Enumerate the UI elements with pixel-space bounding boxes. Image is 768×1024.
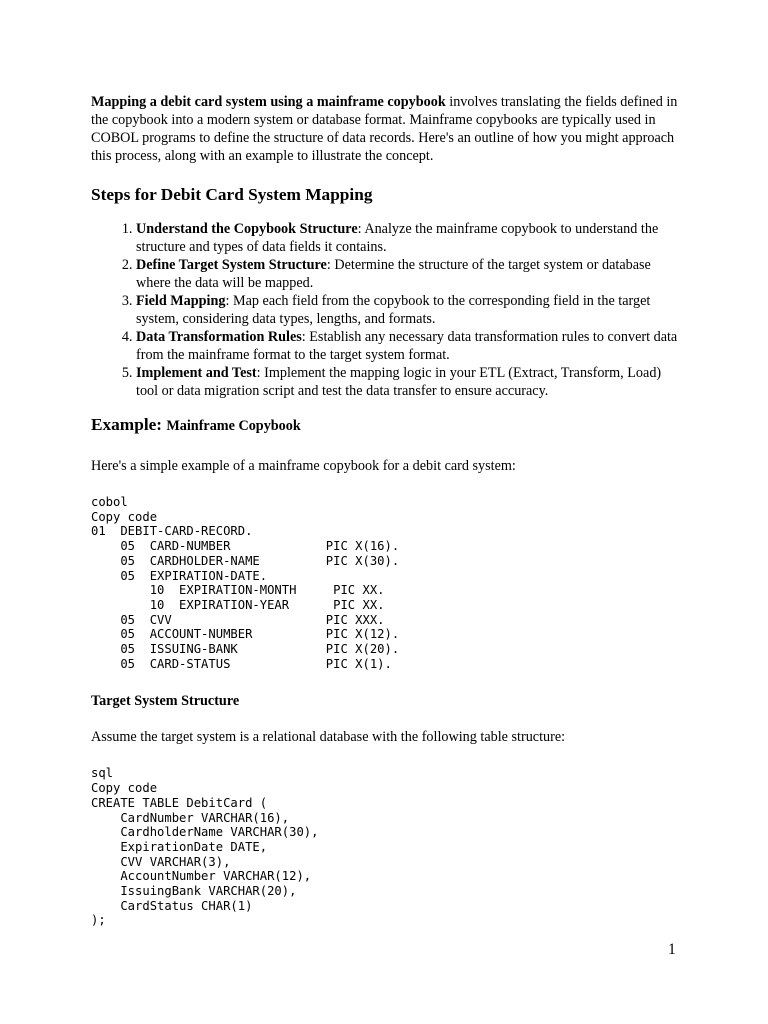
list-item xyxy=(136,364,681,400)
target-intro: Assume the target system is a relational database with the following table structure: xyxy=(91,729,566,746)
step-title: Data Transformation Rules xyxy=(136,329,302,345)
example-intro: Here's a simple example of a mainframe copybook for a debit card system: xyxy=(91,458,516,474)
steps-list xyxy=(91,220,681,400)
step-title: Implement and Test xyxy=(136,365,257,381)
steps-heading: Steps for Debit Card System Mapping xyxy=(91,185,373,204)
page-number: 1 xyxy=(668,941,676,958)
target-heading: Target System Structure xyxy=(91,693,240,710)
cobol-code-block: cobol Copy code 01 DEBIT-CARD-RECORD. 05 CARD-NUMBER PIC X(16). 05 CARDHOLDER-NAME PIC X(30). 05 EXPIRATION-DATE. 10 EXPIRATION-MONTH PIC XX. 10 EXPIRATION-YEAR PIC XX. 05 CVV PIC XXX. 05 ACCOUNT-NUMBER PIC X(12). 05 ISSUING-BANK PIC X(20). 05 CARD-STATUS PIC X(1). xyxy=(91,495,400,671)
list-item xyxy=(136,220,681,256)
step-text: : Implement the mapping logic in your ETL (Extract, Transform, Load) tool or data migration script and test the data transfer to ensure accuracy. xyxy=(136,365,662,399)
step-text: : Establish any necessary data transformation rules to convert data from the mainframe format to the target system format. xyxy=(136,329,678,363)
list-item xyxy=(136,328,681,364)
step-title: Understand the Copybook Structure xyxy=(136,221,358,237)
intro-text: involves translating the fields defined in the copybook into a modern system or database format. Mainframe copybooks are typically used in COBOL programs to define the structure of data records. Here's an outline of how you might approach this process, along with an example to illustrate the concept. xyxy=(91,94,678,164)
example-heading-main: Example: xyxy=(91,415,163,434)
sql-code-block: sql Copy code CREATE TABLE DebitCard ( CardNumber VARCHAR(16), CardholderName VARCHAR(30), ExpirationDate DATE, CVV VARCHAR(3), AccountNumber VARCHAR(12), IssuingBank VARCHAR(20), CardStatus CHAR(1) ); xyxy=(91,766,319,928)
step-text: : Determine the structure of the target system or database where the data will be mapped. xyxy=(136,257,651,291)
document-page xyxy=(91,93,681,928)
intro-bold: Mapping a debit card system using a mainframe copybook xyxy=(91,94,446,110)
step-title: Define Target System Structure xyxy=(136,257,327,273)
step-title: Field Mapping xyxy=(136,293,226,309)
list-item xyxy=(136,292,681,328)
example-heading xyxy=(91,414,681,437)
step-text: : Analyze the mainframe copybook to understand the structure and types of data fields it contains. xyxy=(136,221,659,255)
list-item xyxy=(136,256,681,292)
intro-paragraph xyxy=(91,93,681,165)
example-heading-sub: Mainframe Copybook xyxy=(166,418,301,434)
step-text: : Map each field from the copybook to the corresponding field in the target system, considering data types, lengths, and formats. xyxy=(136,293,651,327)
